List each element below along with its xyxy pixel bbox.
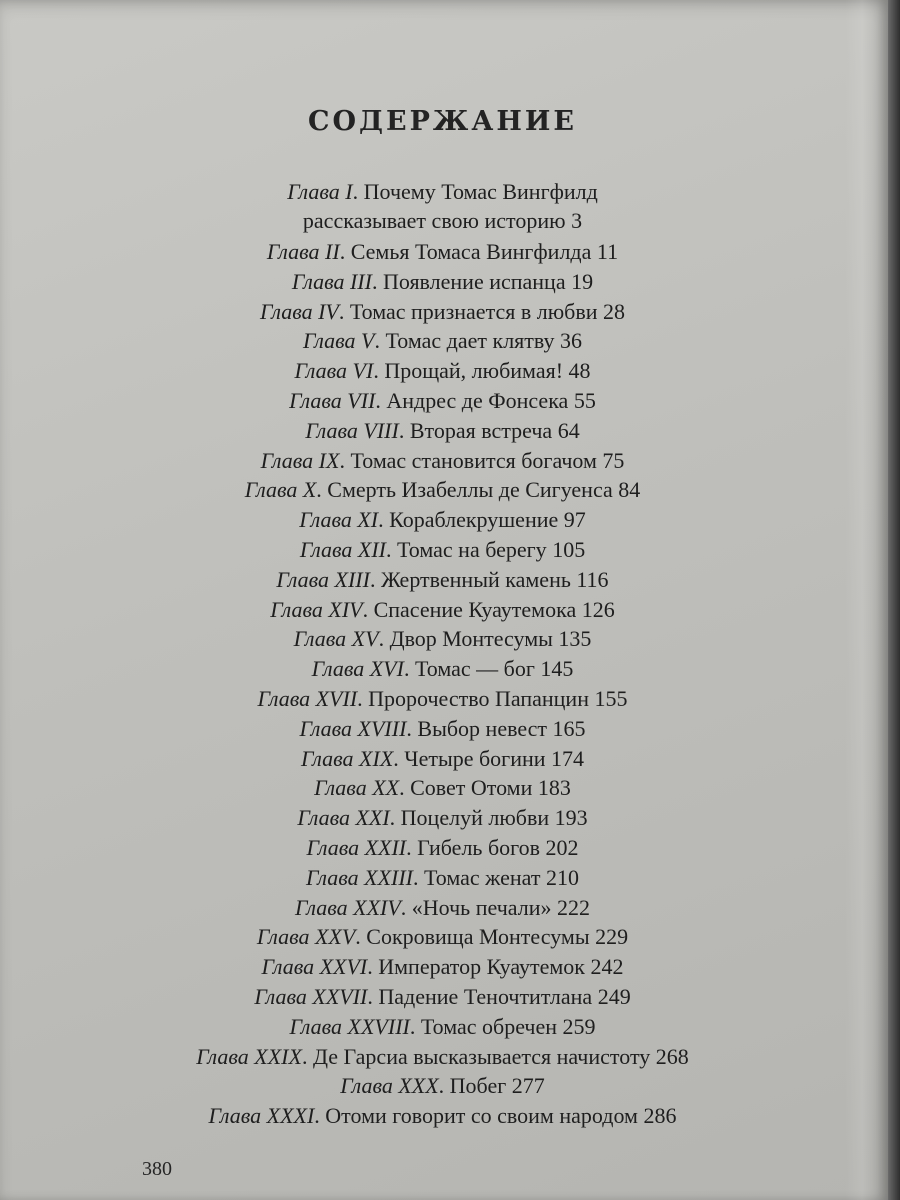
chapter-title: Император Куаутемок: [378, 954, 585, 980]
chapter-page: 19: [571, 268, 594, 294]
chapter-page: 145: [540, 656, 574, 682]
toc-entry: Глава IV. Томас признается в любви 28: [259, 298, 625, 324]
chapter-title-continuation: рассказывает свою историю: [302, 208, 566, 233]
chapter-page: 286: [643, 1103, 677, 1129]
toc-entry: Глава VIII. Вторая встреча 64: [305, 417, 580, 443]
chapter-page: 193: [554, 805, 588, 831]
chapter-title: Томас обречен: [420, 1013, 558, 1039]
chapter-number: Глава XVI: [311, 656, 404, 682]
chapter-title: Двор Монтесумы: [389, 626, 553, 652]
chapter-number: Глава XXIII: [306, 864, 414, 890]
chapter-page: 3: [571, 208, 583, 233]
chapter-number: Глава I: [287, 179, 353, 204]
toc-entry: Глава IX. Томас становится богачом 75: [260, 447, 625, 473]
toc-entry: Глава XXIX. Де Гарсиа высказывается начистоту 268: [196, 1043, 689, 1069]
chapter-page: 64: [557, 417, 580, 443]
toc-entry: Глава XIX. Четыре богини 174: [300, 745, 585, 771]
chapter-number: Глава XXI: [297, 805, 390, 831]
chapter-number: Глава XXX: [340, 1073, 439, 1099]
toc-entry: Глава XXIII. Томас женат 210: [306, 864, 579, 890]
chapter-page: 84: [618, 477, 641, 503]
chapter-title: Смерть Изабеллы де Сигуенса: [327, 477, 613, 503]
chapter-number: Глава XV: [293, 626, 379, 652]
toc-entry: Глава XXVI. Император Куаутемок 242: [261, 954, 624, 980]
toc-entry: Глава XI. Кораблекрушение 97: [299, 507, 586, 533]
toc-entry: Глава VI. Прощай, любимая! 48: [294, 358, 591, 384]
chapter-page: 259: [562, 1013, 596, 1039]
chapter-title: Спасение Куаутемока: [373, 596, 577, 622]
chapter-title: Де Гарсиа высказывается начистоту: [312, 1043, 651, 1069]
chapter-title: Томас на берегу: [397, 536, 547, 562]
chapter-number: Глава XXV: [256, 924, 356, 950]
chapter-page: 48: [568, 358, 591, 384]
chapter-page: 210: [545, 864, 579, 890]
chapter-number: Глава XIII: [276, 566, 370, 592]
toc-entry: Глава XIV. Спасение Куаутемока 126: [270, 596, 615, 622]
chapter-number: Глава II: [266, 239, 340, 264]
chapter-title: Почему Томас Вингфилд: [363, 179, 598, 204]
chapter-title: Вторая встреча: [409, 417, 553, 443]
chapter-number: Глава XII: [299, 536, 387, 562]
chapter-page: 165: [552, 715, 586, 741]
chapter-page: 242: [590, 954, 624, 980]
chapter-number: Глава XXII: [306, 834, 407, 860]
toc-entry: Глава XXV. Сокровища Монтесумы 229: [256, 924, 629, 950]
chapter-title-continuation-line: [0, 206, 885, 235]
chapter-title: Томас — бог: [414, 656, 535, 682]
chapter-page: 135: [558, 626, 592, 652]
toc-entry: Глава VII. Андрес де Фонсека 55: [289, 387, 596, 413]
chapter-number: Глава XXVII: [254, 983, 368, 1009]
chapter-title: Выбор невест: [417, 715, 548, 741]
chapter-number: Глава V: [302, 328, 375, 354]
chapter-title: Андрес де Фонсека: [386, 387, 569, 413]
chapter-title: Томас становится богачом: [350, 447, 597, 473]
page-number: 380: [142, 1158, 172, 1180]
chapter-title: Совет Отоми: [410, 775, 533, 801]
toc-entry: Глава XVI. Томас — бог 145: [311, 656, 574, 682]
chapter-number: Глава XXIX: [196, 1043, 302, 1069]
chapter-title: Четыре богини: [404, 745, 546, 771]
chapter-page: 268: [655, 1043, 689, 1069]
chapter-number: Глава XX: [314, 775, 400, 801]
chapter-number: Глава XXVI: [261, 954, 368, 980]
toc-entry: Глава XV. Двор Монтесумы 135: [293, 626, 592, 652]
chapter-title: Отоми говорит со своим народом: [325, 1103, 638, 1129]
chapter-page: 277: [511, 1073, 545, 1099]
toc-entry: Глава X. Смерть Изабеллы де Сигуенса 84: [244, 477, 641, 503]
chapter-number: Глава XIX: [300, 745, 394, 771]
chapter-number: Глава XVIII: [299, 715, 407, 741]
chapter-number: Глава VI: [294, 358, 374, 384]
toc-entry: Глава XXII. Гибель богов 202: [306, 834, 579, 860]
toc-entry: Глава XXIV. «Ночь печали» 222: [295, 894, 590, 920]
toc-entry: Глава II. Семья Томаса Вингфилда 11: [266, 239, 619, 264]
chapter-number: Глава IV: [259, 298, 339, 324]
chapter-title: Семья Томаса Вингфилда: [350, 239, 592, 264]
chapter-title: Томас признается в любви: [349, 298, 598, 324]
toc-entry: Глава XXVIII. Томас обречен 259: [289, 1013, 596, 1039]
toc-entry: Глава XXX. Побег 277: [340, 1073, 545, 1099]
toc-entry: Глава I. Почему Томас Вингфилд рассказывает свою историю 3: [0, 177, 885, 235]
chapter-page: 202: [545, 834, 579, 860]
chapter-title: Побег: [449, 1073, 507, 1099]
chapter-title: Жертвенный камень: [380, 566, 571, 592]
chapter-page: 36: [560, 328, 583, 354]
chapter-title: Сокровища Монтесумы: [366, 924, 590, 950]
chapter-title: Появление испанца: [382, 268, 566, 294]
chapter-page: 174: [551, 745, 585, 771]
toc-entry: Глава XXVII. Падение Теночтитлана 249: [254, 983, 631, 1009]
chapter-title: Кораблекрушение: [389, 507, 559, 533]
toc-entry: Глава XXI. Поцелуй любви 193: [297, 805, 588, 831]
toc-entry: Глава XXXI. Отоми говорит со своим народом 286: [208, 1103, 677, 1129]
chapter-page: 183: [537, 775, 571, 801]
toc-entry: Глава XVIII. Выбор невест 165: [299, 715, 586, 741]
chapter-number: Глава XVII: [257, 685, 358, 711]
chapter-page: 229: [595, 924, 629, 950]
page-title: СОДЕРЖАНИЕ: [308, 106, 577, 137]
chapter-page: 55: [573, 387, 596, 413]
chapter-page: 126: [581, 596, 615, 622]
chapter-page: 249: [597, 983, 631, 1009]
chapter-title: Томас женат: [424, 864, 541, 890]
toc-entry: Глава V. Томас дает клятву 36: [302, 328, 583, 354]
chapter-number: Глава X: [244, 477, 317, 503]
chapter-title: «Ночь печали»: [411, 894, 552, 920]
chapter-number: Глава III: [291, 268, 372, 294]
toc-entry: Глава XIII. Жертвенный камень 116: [276, 566, 609, 592]
chapter-page: 75: [602, 447, 625, 473]
chapter-page: 28: [603, 298, 625, 324]
chapter-page: 222: [556, 894, 590, 920]
chapter-title: Томас дает клятву: [385, 328, 555, 354]
toc-entry: Глава XII. Томас на берегу 105: [299, 536, 586, 562]
chapter-title: Прощай, любимая!: [384, 358, 564, 384]
toc-entry: Глава III. Появление испанца 19: [291, 268, 594, 294]
chapter-number: Глава XI: [299, 507, 379, 533]
table-of-contents: [0, 177, 885, 1131]
chapter-title: Поцелуй любви: [400, 805, 550, 831]
chapter-number: Глава XXXI: [208, 1103, 315, 1129]
toc-entry: Глава XX. Совет Отоми 183: [314, 775, 571, 801]
chapter-number: Глава XXVIII: [289, 1013, 410, 1039]
chapter-page: 105: [552, 536, 586, 562]
toc-entry: Глава XVII. Пророчество Папанцин 155: [257, 685, 628, 711]
chapter-page: 116: [576, 566, 609, 592]
chapter-number: Глава VIII: [305, 417, 399, 443]
chapter-title: Падение Теночтитлана: [378, 983, 593, 1009]
chapter-number: Глава IX: [260, 447, 340, 473]
chapter-title: Пророчество Папанцин: [368, 685, 589, 711]
chapter-page: 155: [594, 685, 628, 711]
chapter-title: Гибель богов: [417, 834, 541, 860]
chapter-number: Глава VII: [289, 387, 376, 413]
chapter-number: Глава XXIV: [295, 894, 401, 920]
book-spine-shadow: [888, 0, 900, 1200]
chapter-page: 97: [563, 507, 586, 533]
chapter-number: Глава XIV: [270, 596, 363, 622]
chapter-page: 11: [596, 239, 619, 264]
